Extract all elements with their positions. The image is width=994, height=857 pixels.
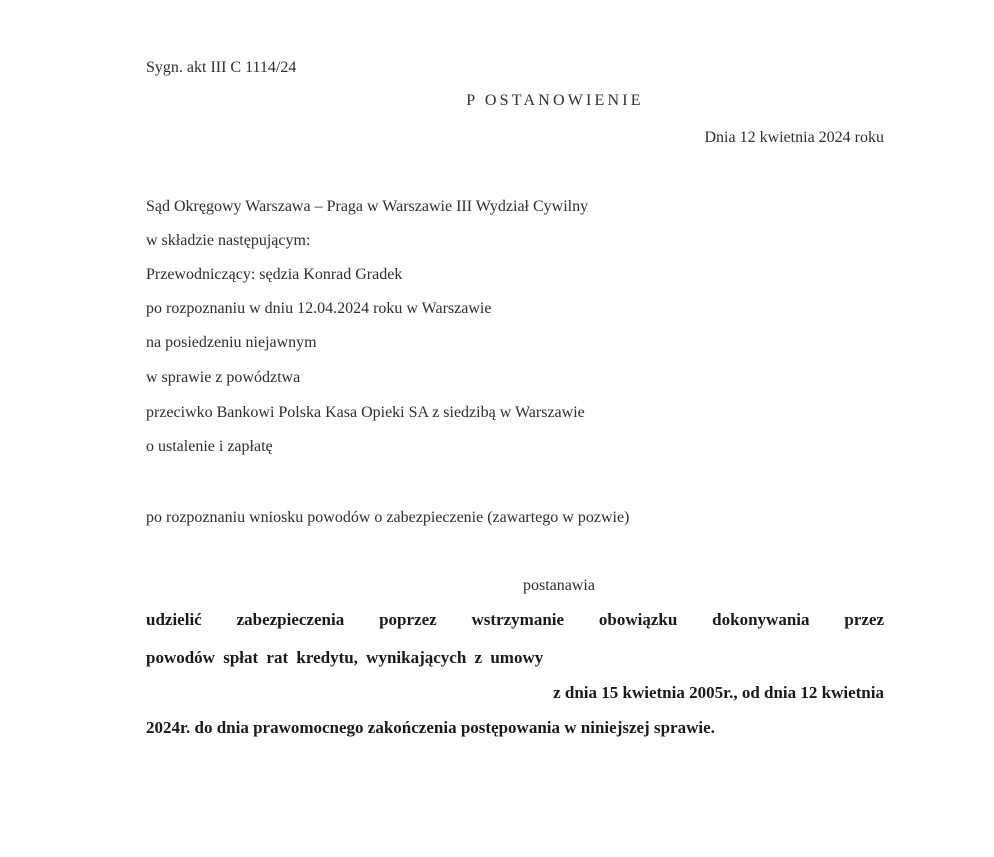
ruling-line-4: 2024r. do dnia prawomocnego zakończenia postępowania w niniejszej sprawie. [146, 718, 715, 737]
court-name-line: Sąd Okręgowy Warszawa – Praga w Warszawie III Wydział Cywilny [146, 198, 589, 215]
defendant-line: przeciwko Bankowi Polska Kasa Opieki SA z siedzibą w Warszawie [146, 404, 585, 421]
ruling-line-2: powodów spłat rat kredytu, wynikających z umowy [146, 648, 544, 667]
ruling-line-1: udzielić zabezpieczenia poprzez wstrzymanie obowiązku dokonywania przez [146, 610, 884, 629]
document-title: P OSTANOWIENIE [466, 92, 644, 109]
decision-date: Dnia 12 kwietnia 2024 roku [704, 129, 884, 146]
motion-line: po rozpoznaniu wniosku powodów o zabezpieczenie (zawartego w pozwie) [146, 509, 630, 526]
ruling-line-3: z dnia 15 kwietnia 2005r., od dnia 12 kwietnia [553, 683, 884, 702]
plaintiff-line: w sprawie z powództwa [146, 369, 301, 386]
session-type-line: na posiedzeniu niejawnym [146, 334, 317, 351]
case-signature: Sygn. akt III C 1114/24 [146, 59, 297, 76]
composition-line: w składzie następującym: [146, 232, 311, 249]
presiding-judge-line: Przewodniczący: sędzia Konrad Gradek [146, 266, 403, 283]
claim-subject-line: o ustalenie i zapłatę [146, 438, 273, 455]
decides-heading: postanawia [523, 577, 595, 594]
hearing-date-line: po rozpoznaniu w dniu 12.04.2024 roku w Warszawie [146, 300, 492, 317]
